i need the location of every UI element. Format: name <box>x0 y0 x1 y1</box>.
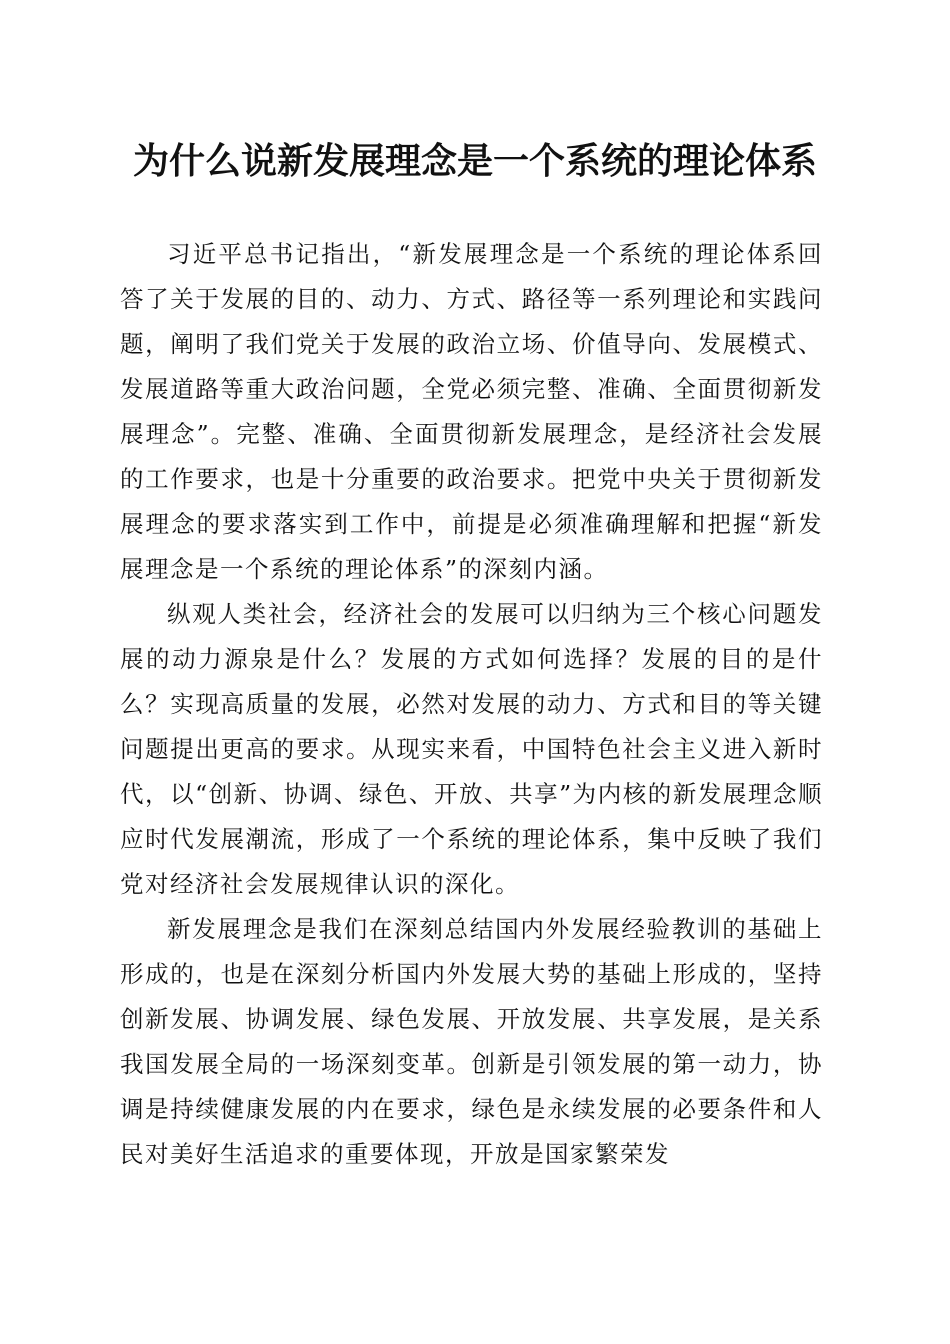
paragraph-2: 纵观人类社会，经济社会的发展可以归纳为三个核心问题发展的动力源泉是什么？发展的方式如何选择？发展的目的是什么？实现高质量的发展，必然对发展的动力、方式和目的等关键问题提出更高的要求。从现实来看，中国特色社会主义进入新时代，以“创新、协调、绿色、开放、共享”为内核的新发展理念顺应时代发展潮流，形成了一个系统的理论体系，集中反映了我们党对经济社会发展规律认识的深化。 <box>120 600 823 898</box>
paragraph-1: 习近平总书记指出，“新发展理念是一个系统的理论体系回答了关于发展的目的、动力、方式、路径等一系列理论和实践问题，阐明了我们党关于发展的政治立场、价值导向、发展模式、发展道路等重大政治问题，全党必须完整、准确、全面贯彻新发展理念”。完整、准确、全面贯彻新发展理念，是经济社会发展的工作要求，也是十分重要的政治要求。把党中央关于贯彻新发展理念的要求落实到工作中，前提是必须准确理解和把握“新发展理念是一个系统的理论体系”的深刻内涵。 <box>120 240 823 583</box>
document-body <box>120 232 823 1177</box>
paragraph-3: 新发展理念是我们在深刻总结国内外发展经验教训的基础上形成的，也是在深刻分析国内外发展大势的基础上形成的，坚持创新发展、协调发展、绿色发展、开放发展、共享发展，是关系我国发展全局的一场深刻变革。创新是引领发展的第一动力，协调是持续健康发展的内在要求，绿色是永续发展的必要条件和人民对美好生活追求的重要体现，开放是国家繁荣发 <box>120 915 823 1168</box>
page-title: 为什么说新发展理念是一个系统的理论体系 <box>132 140 817 182</box>
